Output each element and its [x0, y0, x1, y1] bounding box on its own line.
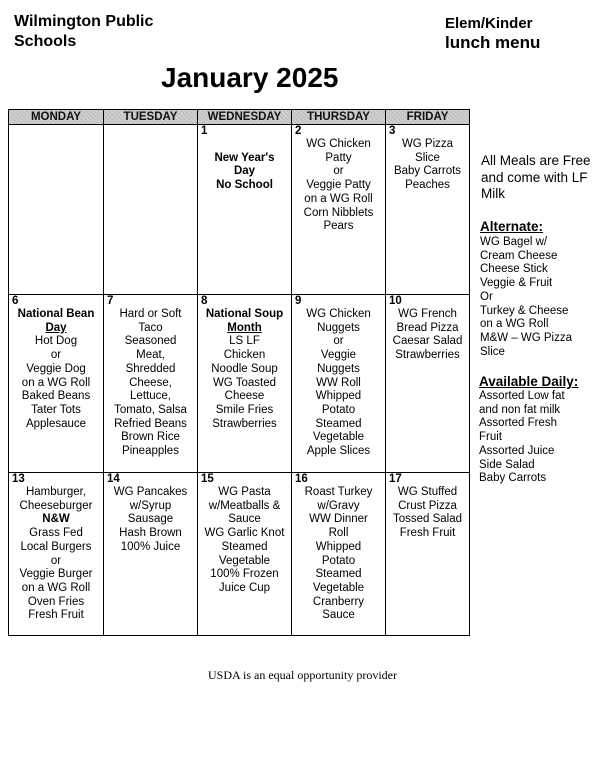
menu-item: Steamed [315, 568, 362, 581]
day-cell [292, 125, 386, 295]
menu-item: Baby Carrots [393, 165, 462, 178]
week-row [9, 125, 470, 295]
day-number: 6 [12, 295, 19, 307]
menu-items [9, 308, 103, 431]
menu-item: Tater Tots [31, 403, 81, 416]
menu-items [104, 486, 197, 555]
menu-items [198, 138, 291, 193]
menu-items [386, 308, 469, 363]
daily-item: Assorted Fresh [479, 417, 557, 430]
day-number: 9 [295, 295, 302, 307]
menu-item: or [333, 165, 344, 178]
menu-item: N&W [42, 513, 70, 526]
day-number: 14 [107, 473, 120, 485]
menu-item: Hot Dog [34, 335, 78, 348]
menu-calendar [8, 109, 470, 636]
menu-item: Vegetable [312, 581, 365, 594]
week-row [9, 295, 470, 473]
alternate-item: Cream Cheese [480, 249, 558, 262]
menu-item: Juice Cup [218, 581, 271, 594]
menu-items [198, 486, 291, 596]
day-cell [9, 295, 104, 473]
alternate-item: Turkey & Cheese [480, 304, 569, 317]
menu-item [199, 138, 290, 152]
menu-item: WG Pancakes [113, 486, 188, 498]
menu-item: Corn Nibblets [303, 206, 374, 219]
menu-item: Smile Fries [215, 403, 274, 416]
menu-item: Day [45, 321, 67, 334]
menu-item: Lettuce, [130, 390, 171, 403]
menu-item: WG Toasted [212, 376, 277, 389]
menu-item: w/Syrup [129, 499, 172, 512]
menu-item: Cranberry [312, 595, 365, 608]
menu-item: WG French [398, 308, 457, 320]
menu-item: Potato [321, 554, 356, 567]
alternate-list [480, 236, 572, 359]
usda-footer: USDA is an equal opportunity provider [208, 668, 397, 682]
menu-item: National Soup [205, 308, 284, 320]
menu-item: Cheeseburger [19, 499, 93, 512]
day-cell [292, 473, 386, 636]
menu-type-subtitle: lunch menu [445, 33, 541, 52]
menu-item: Steamed [221, 540, 268, 553]
day-number: 16 [295, 473, 308, 485]
day-number: 8 [201, 295, 208, 307]
menu-item: Tossed Salad [392, 513, 463, 526]
menu-items [386, 138, 469, 193]
menu-items [104, 308, 197, 459]
daily-item: and non fat milk [479, 403, 561, 416]
weekday-header-thursday: THURSDAY [292, 110, 386, 125]
available-daily-list [479, 390, 565, 486]
weekday-header-monday: MONDAY [9, 110, 104, 125]
menu-type-label: Elem/Kinder [445, 15, 533, 32]
menu-item: Cheese, [129, 376, 172, 389]
menu-items [9, 486, 103, 623]
menu-item: Hamburger, [25, 486, 87, 498]
available-daily-heading: Available Daily: [479, 374, 579, 389]
menu-item: Grass Fed [29, 527, 83, 540]
menu-item: WG Garlic Knot [204, 527, 285, 540]
menu-item: WW Dinner [309, 513, 368, 526]
menu-item: Refried Beans [114, 417, 187, 430]
day-cell [198, 295, 292, 473]
daily-item: Side Salad [479, 458, 535, 471]
menu-item: Fresh Fruit [28, 609, 84, 622]
menu-item: Vegetable [312, 431, 365, 444]
menu-item: Tomato, Salsa [114, 403, 187, 416]
day-cell [198, 473, 292, 636]
menu-item: on a WG Roll [304, 192, 373, 205]
week-row [9, 473, 470, 636]
menu-item: WG Chicken [306, 308, 371, 320]
alternate-item: Veggie & Fruit [480, 277, 553, 290]
menu-item: Roast Turkey [304, 486, 373, 498]
menu-item: Chicken [223, 349, 266, 362]
menu-item: Vegetable [218, 554, 271, 567]
menu-item: Month [227, 321, 262, 334]
menu-item: Baked Beans [21, 390, 91, 403]
weekday-header-row [9, 110, 470, 125]
menu-item: Hard or Soft [119, 308, 182, 320]
menu-item: Noodle Soup [211, 362, 278, 375]
menu-item: Strawberries [395, 349, 460, 362]
day-number: 2 [295, 125, 302, 137]
menu-item: Veggie [320, 349, 357, 362]
menu-item: Brown Rice [121, 431, 180, 444]
menu-item: Taco [138, 321, 163, 334]
menu-item: Veggie Patty [306, 179, 371, 192]
menu-item: Sauce [228, 513, 261, 526]
menu-item: Local Burgers [20, 540, 92, 553]
day-cell [9, 473, 104, 636]
menu-item: Shredded [125, 362, 176, 375]
menu-item: Sauce [322, 609, 355, 622]
menu-item: Whipped [315, 390, 362, 403]
menu-item: Pears [323, 220, 354, 233]
day-number: 15 [201, 473, 214, 485]
menu-item: 100% Juice [120, 540, 181, 553]
alternate-item: Or [480, 290, 493, 303]
menu-items [292, 486, 385, 623]
menu-item: Nuggets [317, 321, 360, 334]
district-name: Wilmington Public Schools [14, 13, 154, 50]
menu-item: Seasoned [124, 335, 177, 348]
menu-items [198, 308, 291, 431]
menu-item: Caesar Salad [392, 335, 463, 348]
menu-items [292, 138, 385, 234]
menu-item: Day [233, 165, 256, 178]
alternate-item: M&W – WG Pizza [480, 331, 573, 344]
menu-item: or [50, 349, 62, 362]
menu-item: Potato [321, 403, 356, 416]
menu-items [386, 486, 469, 541]
alternate-item: Cheese Stick [480, 263, 548, 276]
menu-item: Crust Pizza [398, 499, 457, 512]
menu-item: LS LF [229, 335, 260, 348]
weekday-header-tuesday: TUESDAY [104, 110, 198, 125]
day-number: 3 [389, 125, 396, 137]
menu-item: Applesauce [25, 417, 87, 430]
menu-item: Nuggets [317, 362, 360, 375]
menu-item: Strawberries [212, 417, 277, 430]
menu-item: Sausage [127, 513, 174, 526]
menu-item: Veggie Burger [19, 568, 93, 581]
menu-item: Steamed [315, 417, 362, 430]
menu-item: Hash Brown [119, 527, 182, 540]
weekday-header-friday: FRIDAY [386, 110, 470, 125]
menu-item: WG Pizza [401, 138, 454, 150]
menu-item: Pineapples [122, 445, 179, 458]
menu-item: National Bean [17, 308, 95, 320]
day-number [9, 125, 103, 138]
alternate-heading: Alternate: [480, 219, 544, 234]
alternate-item: on a WG Roll [480, 318, 549, 331]
menu-item: WG Stuffed [397, 486, 458, 498]
menu-item: Roll [328, 527, 349, 540]
day-cell [386, 125, 470, 295]
day-number: 17 [389, 473, 402, 485]
day-number: 10 [389, 295, 402, 307]
alternate-item: Slice [480, 345, 505, 358]
menu-item: Cheese [224, 390, 265, 403]
menu-item: WG Pasta [218, 486, 271, 498]
day-cell [9, 125, 104, 295]
menu-item: Peaches [405, 179, 450, 192]
menu-item: WG Chicken [306, 138, 371, 150]
menu-item: Oven Fries [27, 595, 85, 608]
menu-item: or [333, 335, 344, 348]
menu-item: New Year's [214, 151, 275, 164]
menu-item: Apple Slices [306, 445, 371, 458]
daily-item: Baby Carrots [479, 472, 547, 485]
menu-item: Patty [325, 151, 352, 164]
menu-item: Fresh Fruit [399, 527, 456, 540]
month-title: January 2025 [161, 62, 339, 93]
menu-item: Bread Pizza [396, 321, 459, 334]
menu-item: Slice [415, 151, 440, 164]
day-cell [104, 125, 198, 295]
menu-item: Veggie Dog [26, 362, 86, 375]
day-cell [386, 295, 470, 473]
menu-item: Whipped [315, 540, 362, 553]
day-cell [198, 125, 292, 295]
menu-item: w/Gravy [317, 499, 360, 512]
day-number: 1 [201, 125, 208, 137]
alternate-item: WG Bagel w/ [480, 236, 548, 248]
day-cell [104, 295, 198, 473]
daily-item: Fruit [479, 431, 502, 444]
menu-item: 100% Frozen [210, 568, 279, 581]
menu-item: or [50, 554, 62, 567]
daily-item: Assorted Low fat [479, 390, 565, 402]
menu-item: No School [216, 179, 273, 192]
day-cell [292, 295, 386, 473]
menu-item: w/Meatballs & [208, 499, 281, 512]
menu-items [292, 308, 385, 459]
daily-item: Assorted Juice [479, 444, 555, 457]
menu-item: Meat, [136, 349, 165, 362]
day-number: 13 [12, 473, 25, 485]
weekday-header-wednesday: WEDNESDAY [198, 110, 292, 125]
meals-free-note: All Meals are Free and come with LF Milk [481, 153, 591, 201]
day-cell [386, 473, 470, 636]
menu-item: WW Roll [316, 376, 361, 389]
menu-item: on a WG Roll [21, 376, 91, 389]
day-number [104, 125, 197, 138]
day-number: 7 [107, 295, 114, 307]
menu-item: on a WG Roll [21, 581, 91, 594]
day-cell [104, 473, 198, 636]
